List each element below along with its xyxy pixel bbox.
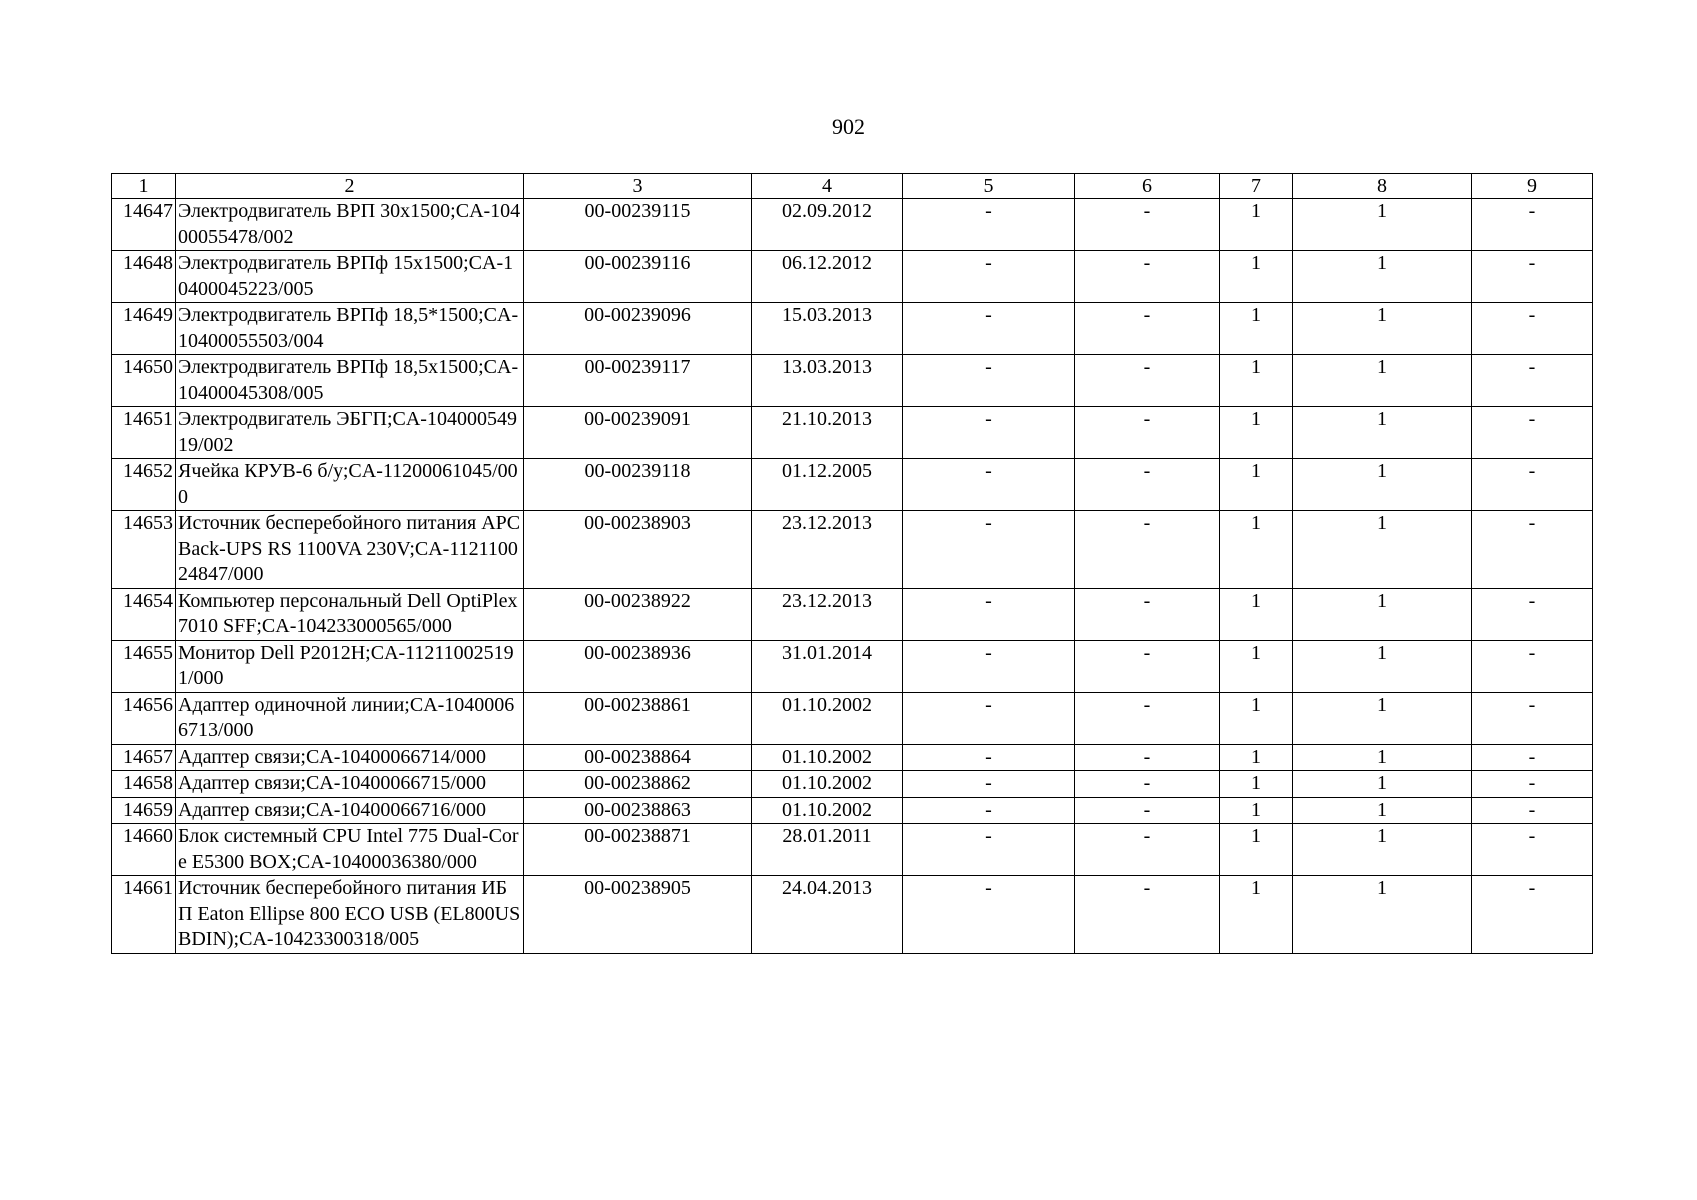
col-5-value: - — [903, 588, 1075, 640]
row-number: 14660 — [112, 824, 176, 876]
date: 31.01.2014 — [752, 640, 903, 692]
inventory-number: 00-00239096 — [524, 303, 752, 355]
table-row — [112, 355, 1593, 407]
inventory-number: 00-00239118 — [524, 459, 752, 511]
col-6-value: - — [1075, 355, 1220, 407]
col-5-value: - — [903, 797, 1075, 824]
date: 24.04.2013 — [752, 876, 903, 954]
column-header-6: 6 — [1075, 174, 1220, 199]
col-8-value: 1 — [1293, 355, 1472, 407]
col-9-value: - — [1472, 640, 1593, 692]
row-number: 14649 — [112, 303, 176, 355]
table-row — [112, 824, 1593, 876]
col-8-value: 1 — [1293, 744, 1472, 771]
inventory-number: 00-00238863 — [524, 797, 752, 824]
inventory-table — [111, 173, 1593, 954]
col-5-value: - — [903, 876, 1075, 954]
date: 01.10.2002 — [752, 797, 903, 824]
col-9-value: - — [1472, 771, 1593, 798]
column-header-7: 7 — [1220, 174, 1293, 199]
item-name: Адаптер связи;CA-10400066715/000 — [176, 771, 524, 798]
inventory-number: 00-00238936 — [524, 640, 752, 692]
date: 28.01.2011 — [752, 824, 903, 876]
inventory-number: 00-00239115 — [524, 199, 752, 251]
inventory-number: 00-00239091 — [524, 407, 752, 459]
row-number: 14658 — [112, 771, 176, 798]
table-row — [112, 692, 1593, 744]
column-header-3: 3 — [524, 174, 752, 199]
col-6-value: - — [1075, 511, 1220, 589]
col-7-value: 1 — [1220, 459, 1293, 511]
table-row — [112, 459, 1593, 511]
date: 01.10.2002 — [752, 771, 903, 798]
col-5-value: - — [903, 771, 1075, 798]
col-9-value: - — [1472, 692, 1593, 744]
row-number: 14659 — [112, 797, 176, 824]
date: 01.12.2005 — [752, 459, 903, 511]
inventory-number: 00-00239117 — [524, 355, 752, 407]
date: 01.10.2002 — [752, 744, 903, 771]
table-row — [112, 771, 1593, 798]
item-name: Электродвигатель ЭБГП;CA-10400054919/002 — [176, 407, 524, 459]
row-number: 14653 — [112, 511, 176, 589]
item-name: Электродвигатель ВРПф 18,5х1500;CA-10400045308/005 — [176, 355, 524, 407]
date: 23.12.2013 — [752, 588, 903, 640]
col-7-value: 1 — [1220, 771, 1293, 798]
date: 06.12.2012 — [752, 251, 903, 303]
col-5-value: - — [903, 407, 1075, 459]
col-9-value: - — [1472, 407, 1593, 459]
col-5-value: - — [903, 459, 1075, 511]
col-5-value: - — [903, 640, 1075, 692]
table-row — [112, 407, 1593, 459]
col-8-value: 1 — [1293, 824, 1472, 876]
col-8-value: 1 — [1293, 797, 1472, 824]
table-row — [112, 876, 1593, 954]
col-9-value: - — [1472, 588, 1593, 640]
col-9-value: - — [1472, 355, 1593, 407]
item-name: Электродвигатель ВРПф 18,5*1500;CA-10400055503/004 — [176, 303, 524, 355]
col-7-value: 1 — [1220, 824, 1293, 876]
col-9-value: - — [1472, 511, 1593, 589]
row-number: 14656 — [112, 692, 176, 744]
col-6-value: - — [1075, 640, 1220, 692]
column-header-9: 9 — [1472, 174, 1593, 199]
inventory-number: 00-00238903 — [524, 511, 752, 589]
table-row — [112, 640, 1593, 692]
col-8-value: 1 — [1293, 692, 1472, 744]
column-header-2: 2 — [176, 174, 524, 199]
item-name: Адаптер связи;CA-10400066714/000 — [176, 744, 524, 771]
row-number: 14654 — [112, 588, 176, 640]
col-8-value: 1 — [1293, 771, 1472, 798]
col-8-value: 1 — [1293, 251, 1472, 303]
row-number: 14652 — [112, 459, 176, 511]
col-8-value: 1 — [1293, 588, 1472, 640]
inventory-number: 00-00238922 — [524, 588, 752, 640]
col-9-value: - — [1472, 744, 1593, 771]
col-7-value: 1 — [1220, 199, 1293, 251]
col-9-value: - — [1472, 303, 1593, 355]
col-7-value: 1 — [1220, 744, 1293, 771]
col-5-value: - — [903, 199, 1075, 251]
col-6-value: - — [1075, 199, 1220, 251]
col-7-value: 1 — [1220, 588, 1293, 640]
col-6-value: - — [1075, 251, 1220, 303]
col-9-value: - — [1472, 797, 1593, 824]
table-row — [112, 199, 1593, 251]
row-number: 14657 — [112, 744, 176, 771]
inventory-number: 00-00239116 — [524, 251, 752, 303]
item-name: Ячейка КРУВ-6 б/у;CA-11200061045/000 — [176, 459, 524, 511]
col-9-value: - — [1472, 199, 1593, 251]
date: 02.09.2012 — [752, 199, 903, 251]
column-header-8: 8 — [1293, 174, 1472, 199]
col-8-value: 1 — [1293, 876, 1472, 954]
row-number: 14648 — [112, 251, 176, 303]
col-8-value: 1 — [1293, 459, 1472, 511]
date: 23.12.2013 — [752, 511, 903, 589]
col-8-value: 1 — [1293, 303, 1472, 355]
col-7-value: 1 — [1220, 355, 1293, 407]
col-7-value: 1 — [1220, 303, 1293, 355]
table-row — [112, 797, 1593, 824]
col-5-value: - — [903, 355, 1075, 407]
col-9-value: - — [1472, 251, 1593, 303]
row-number: 14655 — [112, 640, 176, 692]
date: 21.10.2013 — [752, 407, 903, 459]
column-header-4: 4 — [752, 174, 903, 199]
col-6-value: - — [1075, 744, 1220, 771]
row-number: 14651 — [112, 407, 176, 459]
table-row — [112, 588, 1593, 640]
col-7-value: 1 — [1220, 407, 1293, 459]
col-6-value: - — [1075, 771, 1220, 798]
date: 13.03.2013 — [752, 355, 903, 407]
row-number: 14647 — [112, 199, 176, 251]
col-6-value: - — [1075, 876, 1220, 954]
item-name: Источник бесперебойного питания APC Back-UPS RS 1100VA 230V;CA-112110024847/000 — [176, 511, 524, 589]
col-7-value: 1 — [1220, 251, 1293, 303]
item-name: Монитор Dell P2012H;CA-112110025191/000 — [176, 640, 524, 692]
col-7-value: 1 — [1220, 511, 1293, 589]
col-7-value: 1 — [1220, 797, 1293, 824]
col-8-value: 1 — [1293, 407, 1472, 459]
inventory-number: 00-00238861 — [524, 692, 752, 744]
col-7-value: 1 — [1220, 640, 1293, 692]
col-6-value: - — [1075, 797, 1220, 824]
inventory-number: 00-00238871 — [524, 824, 752, 876]
col-8-value: 1 — [1293, 640, 1472, 692]
header-row — [112, 174, 1593, 199]
col-6-value: - — [1075, 588, 1220, 640]
col-5-value: - — [903, 303, 1075, 355]
col-5-value: - — [903, 824, 1075, 876]
item-name: Блок системный CPU Intel 775 Dual-Core E5300 BOX;CA-10400036380/000 — [176, 824, 524, 876]
col-7-value: 1 — [1220, 876, 1293, 954]
col-9-value: - — [1472, 876, 1593, 954]
col-5-value: - — [903, 511, 1075, 589]
page-number: 902 — [832, 114, 865, 139]
table-row — [112, 251, 1593, 303]
row-number: 14650 — [112, 355, 176, 407]
item-name: Адаптер связи;CA-10400066716/000 — [176, 797, 524, 824]
col-7-value: 1 — [1220, 692, 1293, 744]
col-5-value: - — [903, 251, 1075, 303]
col-9-value: - — [1472, 824, 1593, 876]
col-9-value: - — [1472, 459, 1593, 511]
item-name: Электродвигатель ВРП 30х1500;CA-10400055478/002 — [176, 199, 524, 251]
col-6-value: - — [1075, 303, 1220, 355]
table-row — [112, 303, 1593, 355]
item-name: Источник бесперебойного питания ИБП Eaton Ellipse 800 ECO USB (EL800USBDIN);CA-10423300318/005 — [176, 876, 524, 954]
date: 15.03.2013 — [752, 303, 903, 355]
column-header-5: 5 — [903, 174, 1075, 199]
col-5-value: - — [903, 692, 1075, 744]
col-5-value: - — [903, 744, 1075, 771]
col-8-value: 1 — [1293, 199, 1472, 251]
table-row — [112, 511, 1593, 589]
col-6-value: - — [1075, 824, 1220, 876]
table-body — [112, 199, 1593, 954]
date: 01.10.2002 — [752, 692, 903, 744]
col-8-value: 1 — [1293, 511, 1472, 589]
item-name: Компьютер персональный Dell OptiPlex 7010 SFF;CA-104233000565/000 — [176, 588, 524, 640]
item-name: Электродвигатель ВРПф 15х1500;CA-10400045223/005 — [176, 251, 524, 303]
inventory-number: 00-00238862 — [524, 771, 752, 798]
col-6-value: - — [1075, 407, 1220, 459]
column-header-1: 1 — [112, 174, 176, 199]
inventory-number: 00-00238864 — [524, 744, 752, 771]
row-number: 14661 — [112, 876, 176, 954]
table-row — [112, 744, 1593, 771]
inventory-number: 00-00238905 — [524, 876, 752, 954]
item-name: Адаптер одиночной линии;CA-10400066713/000 — [176, 692, 524, 744]
col-6-value: - — [1075, 459, 1220, 511]
col-6-value: - — [1075, 692, 1220, 744]
